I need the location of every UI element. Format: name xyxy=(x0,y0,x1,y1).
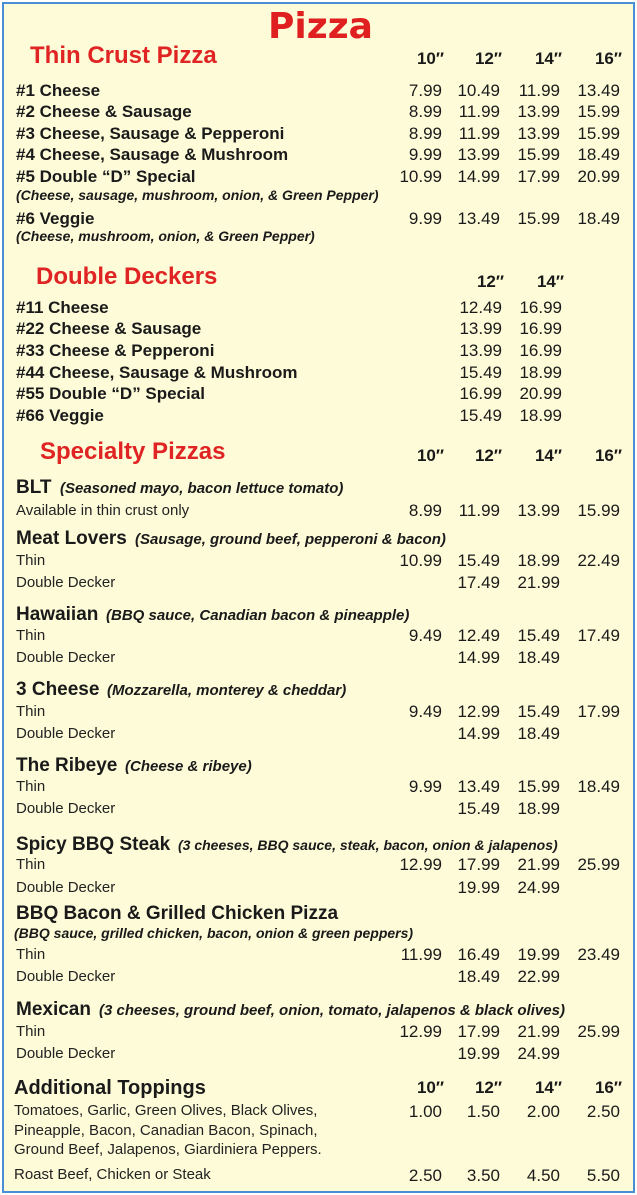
menu-item-price: 10.99 xyxy=(399,551,442,570)
menu-item-price: 25.99 xyxy=(577,855,620,874)
size-header: 14″ xyxy=(534,446,562,465)
menu-item-price: 18.49 xyxy=(517,724,560,743)
menu-item-price: 24.99 xyxy=(517,878,560,897)
specialty-description: (Seasoned mayo, bacon lettuce tomato) xyxy=(60,480,344,497)
menu-item-price: 20.99 xyxy=(577,167,620,186)
section-heading-double-deckers: Double Deckers xyxy=(36,263,218,290)
size-option-label: Double Decker xyxy=(16,879,116,896)
size-header: 14″ xyxy=(536,272,564,291)
menu-item-price: 9.99 xyxy=(408,777,442,796)
size-header: 16″ xyxy=(594,1078,622,1097)
menu-item-name: #66 Veggie xyxy=(16,406,104,425)
menu-item-price: 13.49 xyxy=(457,209,500,228)
menu-item-price: 22.49 xyxy=(577,551,620,570)
menu-item-price: 19.99 xyxy=(517,945,560,964)
menu-item-price: 17.99 xyxy=(457,1022,500,1041)
menu-item-price: 11.99 xyxy=(458,102,500,121)
menu-item-price: 16.49 xyxy=(457,945,500,964)
menu-item-price: 16.99 xyxy=(459,384,502,403)
section-heading-toppings: Additional Toppings xyxy=(14,1077,206,1099)
menu-item-price: 18.49 xyxy=(517,648,560,667)
menu-item-price: 19.99 xyxy=(457,878,500,897)
menu-item-price: 13.49 xyxy=(577,81,620,100)
size-header: 10″ xyxy=(416,446,444,465)
menu-item-price: 15.99 xyxy=(517,209,560,228)
menu-title: Pizza xyxy=(268,6,373,47)
size-option-label: Double Decker xyxy=(16,800,116,817)
menu-item-price: 21.99 xyxy=(517,573,560,592)
topping-price: 2.50 xyxy=(586,1102,620,1121)
topping-list-line: Roast Beef, Chicken or Steak xyxy=(14,1166,211,1183)
menu-item-price: 21.99 xyxy=(517,855,560,874)
menu-item-price: 11.99 xyxy=(458,124,500,143)
menu-item-price: 14.99 xyxy=(457,648,500,667)
menu-item-price: 18.49 xyxy=(577,777,620,796)
size-header: 14″ xyxy=(534,1078,562,1097)
size-option-label: Double Decker xyxy=(16,1045,116,1062)
specialty-name: 3 Cheese xyxy=(16,679,100,700)
menu-item-price: 17.99 xyxy=(517,167,560,186)
section-heading-thin-crust: Thin Crust Pizza xyxy=(30,42,217,69)
menu-item-price: 17.49 xyxy=(457,573,500,592)
menu-item-price: 11.99 xyxy=(518,81,560,100)
menu-item-price: 16.99 xyxy=(519,319,562,338)
menu-item-name: #2 Cheese & Sausage xyxy=(16,102,192,121)
size-option-label: Double Decker xyxy=(16,574,116,591)
topping-list-line: Tomatoes, Garlic, Green Olives, Black Olives, xyxy=(14,1102,318,1119)
menu-item-price: 17.99 xyxy=(577,702,620,721)
menu-item-name: #6 Veggie xyxy=(16,209,95,228)
menu-item-price: 15.99 xyxy=(577,124,620,143)
specialty-description: (Mozzarella, monterey & cheddar) xyxy=(107,682,347,699)
menu-item-price: 18.99 xyxy=(519,363,562,382)
specialty-name: BLT xyxy=(16,477,52,498)
menu-item-price: 15.49 xyxy=(517,702,560,721)
menu-item-price: 24.99 xyxy=(517,1044,560,1063)
menu-item-price: 12.99 xyxy=(457,702,500,721)
menu-item-price: 18.49 xyxy=(577,209,620,228)
menu-item-price: 9.49 xyxy=(408,702,442,721)
menu-item-price: 12.49 xyxy=(459,298,502,317)
menu-item-name: #5 Double “D” Special xyxy=(16,167,196,186)
menu-item-price: 10.49 xyxy=(457,81,500,100)
menu-item-price: 12.99 xyxy=(399,1022,442,1041)
menu-item-price: 15.49 xyxy=(517,626,560,645)
topping-price: 2.50 xyxy=(408,1166,442,1185)
size-header: 16″ xyxy=(594,446,622,465)
specialty-description: (BBQ sauce, grilled chicken, bacon, onion & green peppers) xyxy=(14,925,414,941)
menu-item-price: 15.99 xyxy=(517,145,560,164)
specialty-description: (3 cheeses, BBQ sauce, steak, bacon, onion & jalapenos) xyxy=(178,837,558,853)
menu-item-price: 7.99 xyxy=(408,81,442,100)
menu-item-price: 18.99 xyxy=(517,551,560,570)
menu-item-description: (Cheese, mushroom, onion, & Green Pepper) xyxy=(16,228,315,244)
size-option-label: Thin xyxy=(16,627,46,644)
menu-item-price: 20.99 xyxy=(519,384,562,403)
menu-item-price: 18.99 xyxy=(517,799,560,818)
specialty-name: Mexican xyxy=(16,999,91,1020)
size-header: 12″ xyxy=(474,1078,502,1097)
size-header: 12″ xyxy=(474,49,502,68)
menu-item-name: #4 Cheese, Sausage & Mushroom xyxy=(16,145,289,164)
specialty-description: (Cheese & ribeye) xyxy=(125,758,252,775)
menu-item-name: #33 Cheese & Pepperoni xyxy=(16,341,215,360)
size-option-label: Thin xyxy=(16,1023,46,1040)
menu-item-name: #44 Cheese, Sausage & Mushroom xyxy=(16,363,298,382)
topping-price: 1.00 xyxy=(408,1102,442,1121)
menu-item-price: 9.49 xyxy=(408,626,442,645)
menu-item-price: 18.49 xyxy=(457,967,500,986)
menu-item-price: 13.49 xyxy=(457,777,500,796)
menu-item-price: 11.99 xyxy=(400,945,442,964)
menu-item-name: #3 Cheese, Sausage & Pepperoni xyxy=(16,124,285,143)
topping-list-line: Ground Beef, Jalapenos, Giardiniera Peppers. xyxy=(14,1141,322,1158)
menu-item-name: #1 Cheese xyxy=(16,81,101,100)
menu-item-price: 15.99 xyxy=(577,501,620,520)
menu-item-price: 15.49 xyxy=(459,406,502,425)
specialty-description: (Sausage, ground beef, pepperoni & bacon) xyxy=(135,531,446,548)
specialty-name: Spicy BBQ Steak xyxy=(16,834,171,855)
size-option-label: Thin xyxy=(16,552,46,569)
specialty-name: Meat Lovers xyxy=(16,528,127,549)
menu-item-price: 9.99 xyxy=(408,145,442,164)
size-header: 10″ xyxy=(416,49,444,68)
menu-item-price: 18.99 xyxy=(519,406,562,425)
size-header: 16″ xyxy=(594,49,622,68)
size-header: 14″ xyxy=(534,49,562,68)
size-header: 10″ xyxy=(416,1078,444,1097)
menu-item-price: 13.99 xyxy=(459,341,502,360)
specialty-name: The Ribeye xyxy=(16,755,118,776)
menu-item-price: 15.49 xyxy=(457,551,500,570)
menu-item-description: (Cheese, sausage, mushroom, onion, & Green Pepper) xyxy=(16,187,379,203)
menu-item-price: 17.49 xyxy=(577,626,620,645)
menu-item-price: 15.49 xyxy=(459,363,502,382)
section-heading-specialty: Specialty Pizzas xyxy=(40,438,226,465)
size-header: 12″ xyxy=(476,272,504,291)
menu-item-price: 13.99 xyxy=(517,501,560,520)
menu-item-name: #55 Double “D” Special xyxy=(16,384,205,403)
size-option-label: Thin xyxy=(16,778,46,795)
menu-item-price: 11.99 xyxy=(458,501,500,520)
menu-item-price: 8.99 xyxy=(408,124,442,143)
specialty-description: (3 cheeses, ground beef, onion, tomato, jalapenos & black olives) xyxy=(99,1002,565,1019)
menu-item-price: 15.99 xyxy=(517,777,560,796)
menu-item-price: 12.49 xyxy=(457,626,500,645)
size-option-label: Thin xyxy=(16,946,46,963)
specialty-name: Hawaiian xyxy=(16,604,99,625)
menu-item-price: 25.99 xyxy=(577,1022,620,1041)
menu-item-price: 9.99 xyxy=(408,209,442,228)
topping-price: 4.50 xyxy=(526,1166,560,1185)
menu-item-price: 13.99 xyxy=(517,102,560,121)
menu-item-price: 14.99 xyxy=(457,724,500,743)
menu-item-price: 19.99 xyxy=(457,1044,500,1063)
menu-item-price: 21.99 xyxy=(517,1022,560,1041)
topping-price: 1.50 xyxy=(466,1102,500,1121)
topping-list-line: Pineapple, Bacon, Canadian Bacon, Spinach, xyxy=(14,1121,318,1139)
size-option-label: Available in thin crust only xyxy=(16,502,190,519)
menu-item-price: 8.99 xyxy=(408,102,442,121)
topping-price: 5.50 xyxy=(586,1166,620,1185)
menu-item-price: 12.99 xyxy=(399,855,442,874)
menu-item-name: #11 Cheese xyxy=(16,298,109,317)
menu-item-price: 13.99 xyxy=(459,319,502,338)
menu-item-price: 15.49 xyxy=(457,799,500,818)
menu-item-price: 14.99 xyxy=(457,167,500,186)
size-option-label: Double Decker xyxy=(16,968,116,985)
menu-item-price: 13.99 xyxy=(517,124,560,143)
menu-item-price: 16.99 xyxy=(519,341,562,360)
menu-item-price: 23.49 xyxy=(577,945,620,964)
menu-item-price: 15.99 xyxy=(577,102,620,121)
size-header: 12″ xyxy=(474,446,502,465)
menu-item-price: 17.99 xyxy=(457,855,500,874)
size-option-label: Thin xyxy=(16,856,46,873)
menu-item-price: 13.99 xyxy=(457,145,500,164)
size-option-label: Double Decker xyxy=(16,649,116,666)
menu-item-name: #22 Cheese & Sausage xyxy=(16,319,202,338)
menu-item-price: 16.99 xyxy=(519,298,562,317)
size-option-label: Double Decker xyxy=(16,725,116,742)
menu-item-price: 22.99 xyxy=(517,967,560,986)
menu-card xyxy=(2,2,635,1193)
topping-price: 2.00 xyxy=(526,1102,560,1121)
topping-price: 3.50 xyxy=(466,1166,500,1185)
menu-item-price: 10.99 xyxy=(399,167,442,186)
menu-item-price: 8.99 xyxy=(408,501,442,520)
specialty-name: BBQ Bacon & Grilled Chicken Pizza xyxy=(16,903,339,924)
size-option-label: Thin xyxy=(16,703,46,720)
menu-item-price: 18.49 xyxy=(577,145,620,164)
specialty-description: (BBQ sauce, Canadian bacon & pineapple) xyxy=(106,607,410,624)
